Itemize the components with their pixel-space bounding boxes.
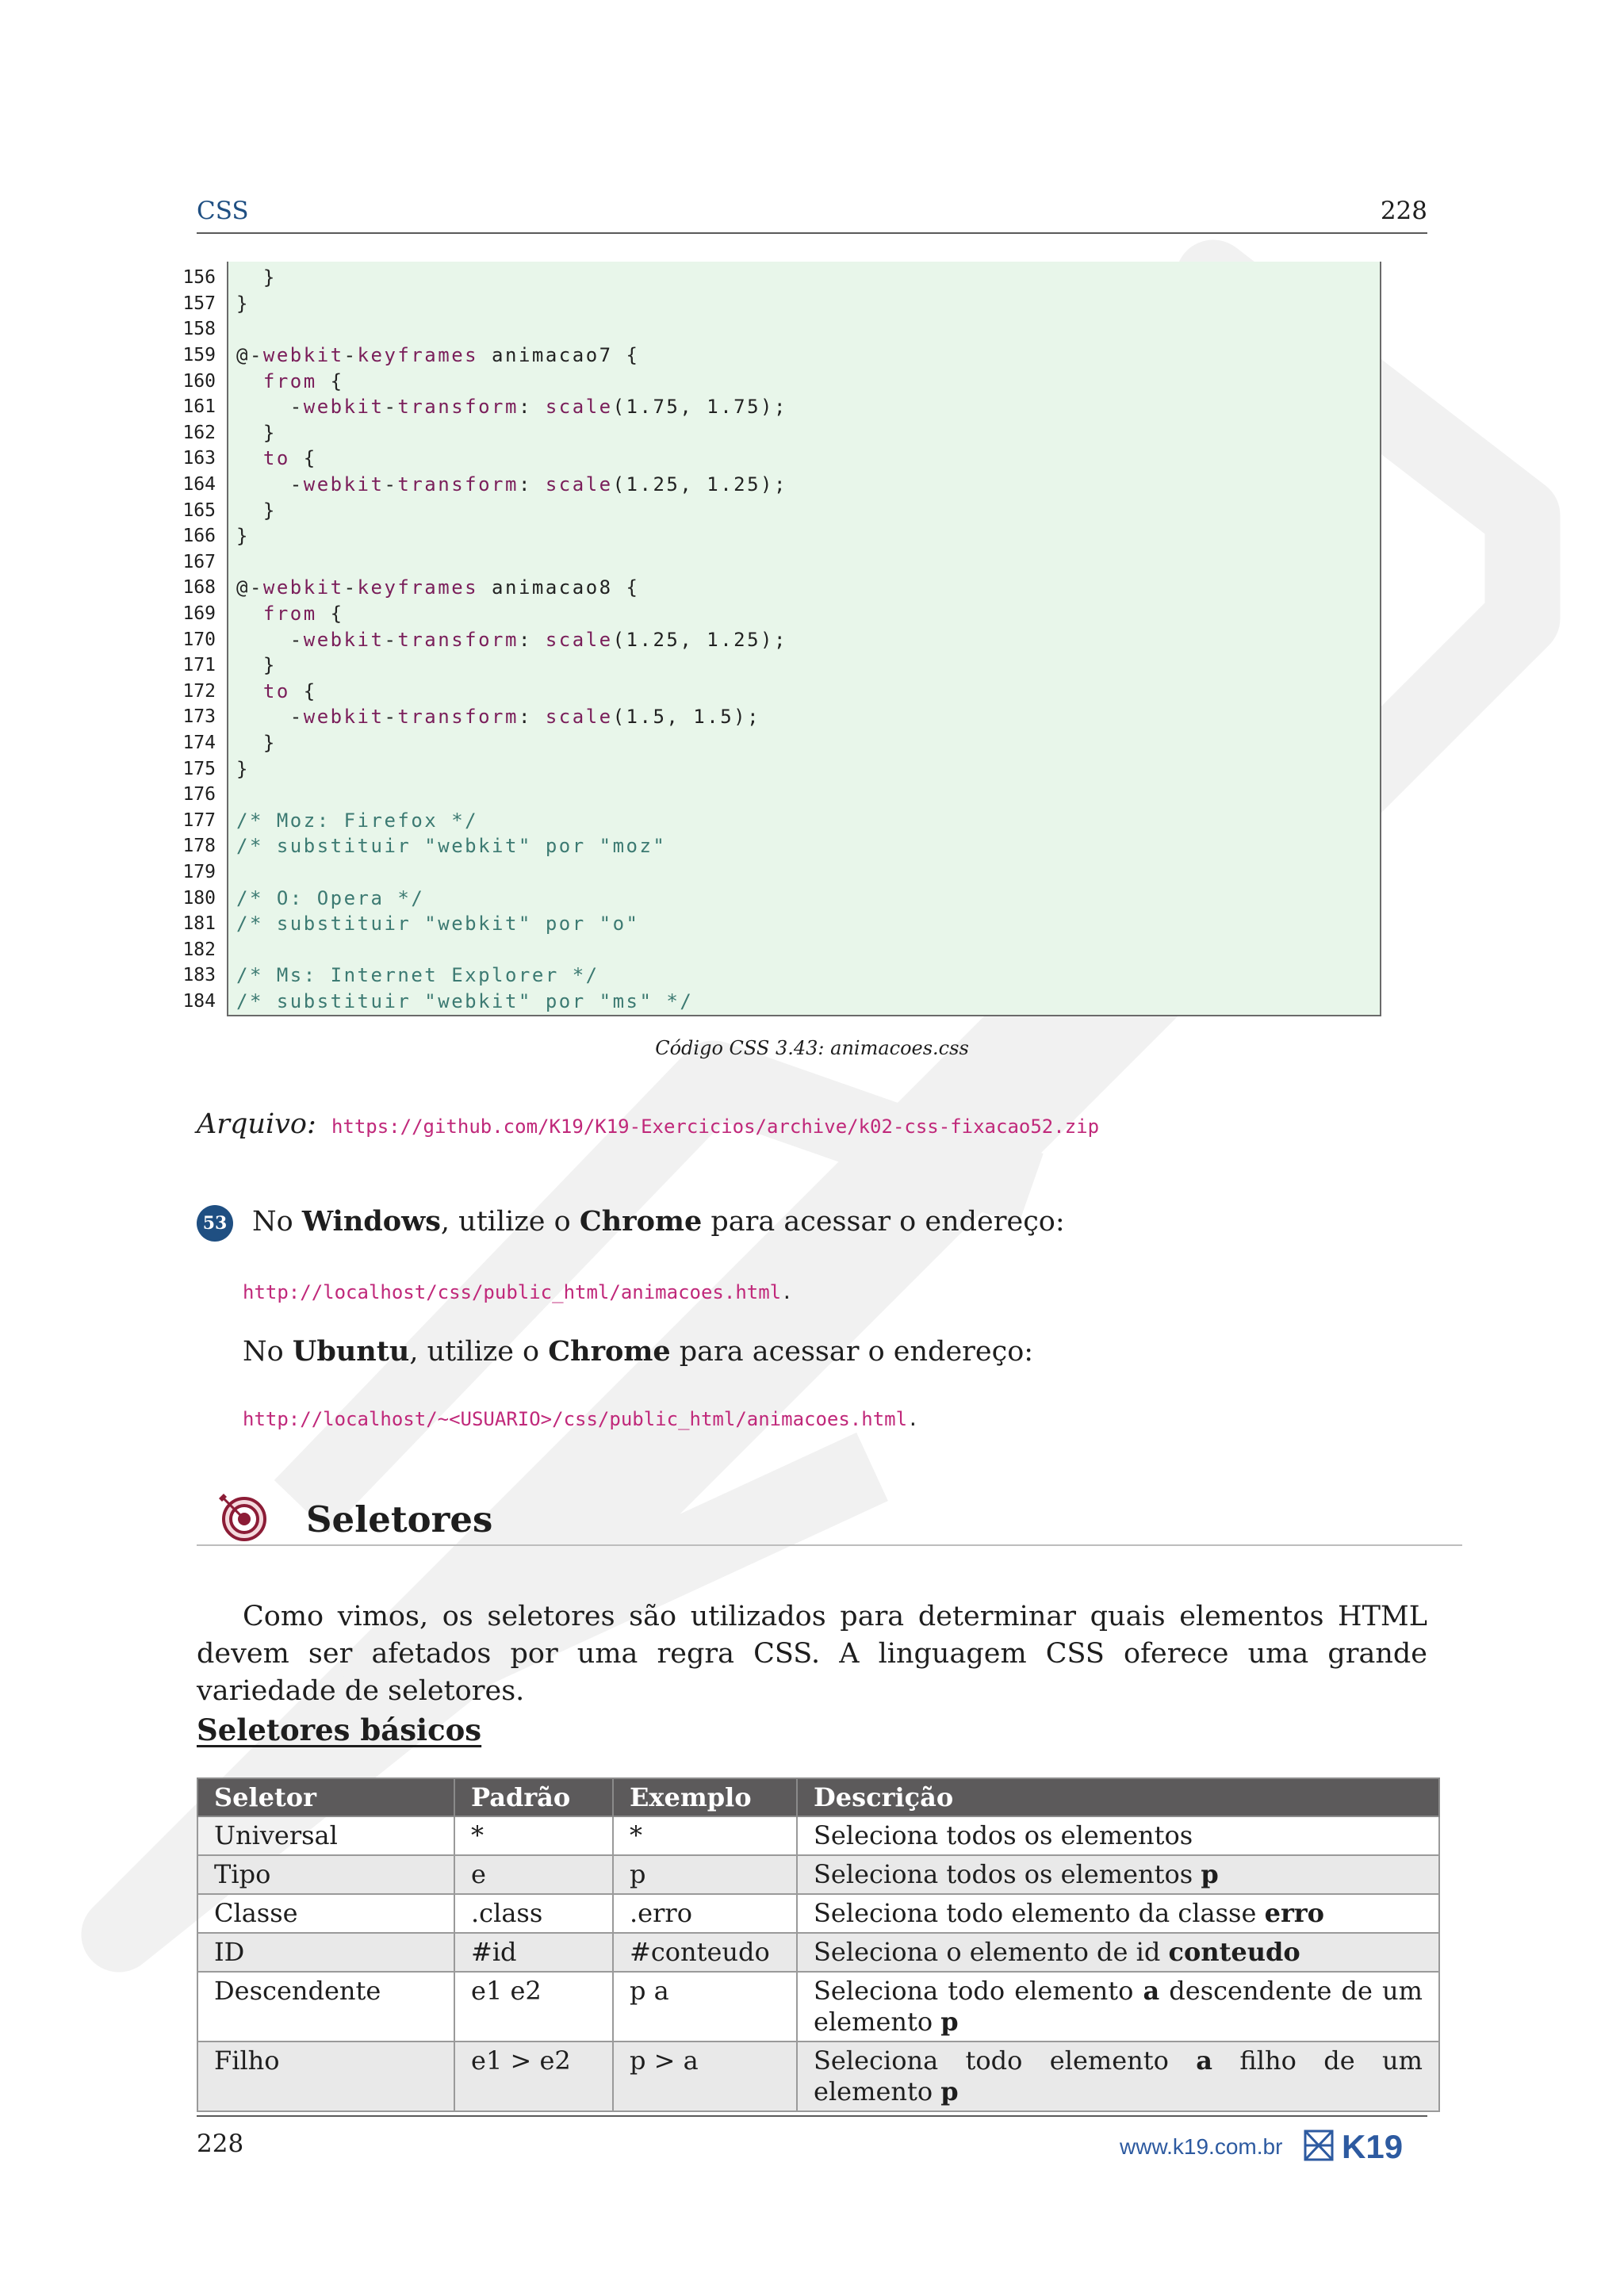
code-text: [236, 344, 640, 366]
line-number: 161: [182, 396, 216, 418]
code-token: -: [384, 396, 398, 419]
table-cell: Filho: [197, 2042, 454, 2111]
code-token: animacao8 {: [478, 576, 640, 599]
running-header-chapter: CSS: [197, 197, 249, 225]
section-title: Seletores: [306, 1498, 493, 1540]
code-line: [178, 446, 1380, 472]
running-header-page: 228: [1380, 197, 1427, 225]
target-icon: [213, 1487, 270, 1544]
code-text: [236, 835, 666, 857]
table-cell: e1 e2: [454, 1972, 613, 2042]
section-rule: [197, 1544, 1462, 1546]
code-token: -: [384, 706, 398, 729]
file-label: Arquivo:: [197, 1108, 316, 1140]
code-text: [236, 758, 250, 780]
code-token: from: [262, 603, 317, 626]
code-token: to: [262, 447, 290, 470]
code-token: /* substituir "webkit" por "ms" */: [236, 989, 694, 1012]
code-token: {: [289, 679, 317, 702]
table-cell: *: [613, 1816, 797, 1855]
code-token: [236, 680, 263, 702]
section-paragraph: [197, 1598, 1427, 1710]
code-line: [178, 549, 1380, 576]
code-token: /* Moz: Firefox */: [236, 809, 479, 832]
text-segment: , utilize o: [440, 1206, 580, 1238]
code-token: webkit: [303, 473, 385, 496]
line-number: 175: [182, 758, 216, 779]
footer-page-number: 228: [197, 2130, 244, 2158]
code-line: [178, 652, 1380, 679]
code-text: [236, 447, 317, 469]
line-number: 160: [182, 370, 216, 392]
line-number: 168: [182, 577, 216, 599]
table-row: [197, 1855, 1439, 1894]
line-number: 176: [182, 784, 216, 806]
code-text: [236, 293, 250, 315]
code-token: webkit: [303, 628, 385, 651]
line-number: 173: [182, 706, 216, 728]
exercise-url-windows[interactable]: [243, 1281, 793, 1303]
code-line: [178, 472, 1380, 498]
line-number: 181: [182, 913, 216, 935]
line-number: 174: [182, 732, 216, 753]
code-token: scale: [545, 396, 613, 419]
table-cell: p a: [613, 1972, 797, 2042]
line-number: 170: [182, 629, 216, 650]
text-segment: Seleciona todo elemento da classe: [814, 1898, 1265, 1928]
code-token: }: [236, 654, 277, 677]
code-text: [236, 576, 640, 599]
code-token: transform: [397, 473, 519, 496]
code-token: }: [236, 266, 277, 289]
code-token: /* O: Opera */: [236, 886, 425, 909]
text-segment: para acessar o endereço:: [670, 1336, 1034, 1368]
text-segment: Seleciona todo elemento: [814, 2045, 1197, 2076]
table-cell: e: [454, 1855, 613, 1894]
code-line: [178, 497, 1380, 523]
code-text: [236, 499, 277, 522]
code-line: [178, 575, 1380, 601]
code-text: [236, 370, 344, 392]
bold-text: p: [940, 2007, 959, 2037]
table-cell-description: [797, 1894, 1439, 1933]
footer-rule: [197, 2115, 1427, 2117]
header-exemplo: Exemplo: [613, 1778, 797, 1816]
code-token: (1.5, 1.5);: [612, 706, 761, 729]
code-line: [178, 833, 1380, 859]
code-token: keyframes: [357, 344, 479, 367]
code-token: animacao7 {: [478, 344, 640, 367]
code-line: [178, 601, 1380, 627]
text-segment: para acessar o endereço:: [702, 1206, 1065, 1238]
code-line: [178, 291, 1380, 317]
code-line: [178, 420, 1380, 446]
code-text: [236, 732, 277, 754]
bold-text: Ubuntu: [292, 1335, 410, 1368]
table-body: [197, 1816, 1439, 2111]
code-line: [178, 911, 1380, 937]
text-segment: Seleciona todo elemento: [814, 1976, 1143, 2006]
url-windows-text[interactable]: http://localhost/css/public_html/animacoes.html: [243, 1281, 782, 1303]
text-segment: No: [243, 1336, 293, 1368]
bold-text: conteudo: [1168, 1937, 1300, 1967]
line-number: 157: [182, 293, 216, 314]
line-number: 169: [182, 603, 216, 625]
code-token: :: [518, 396, 546, 419]
table-row: [197, 1972, 1439, 2042]
bold-text: a: [1196, 2045, 1213, 2076]
exercise-url-ubuntu[interactable]: [243, 1408, 919, 1430]
code-token: /* Ms: Internet Explorer */: [236, 964, 599, 987]
code-text: [236, 396, 787, 418]
code-text: [236, 706, 760, 728]
code-line: [178, 626, 1380, 652]
bold-text: Windows: [301, 1205, 441, 1238]
code-line: [178, 316, 1380, 342]
code-line: [178, 394, 1380, 420]
code-token: to: [262, 679, 290, 702]
code-line: [178, 368, 1380, 394]
code-caption: Código CSS 3.43: animacoes.css: [655, 1037, 969, 1059]
line-number: 159: [182, 345, 216, 366]
code-token: }: [236, 525, 250, 548]
code-token: -: [384, 473, 398, 496]
table-cell-description: [797, 1933, 1439, 1972]
table-cell: Classe: [197, 1894, 454, 1933]
table-cell: *: [454, 1816, 613, 1855]
code-token: {: [316, 603, 344, 626]
url-ubuntu-text[interactable]: http://localhost/~<USUARIO>/css/public_html/animacoes.html: [243, 1408, 908, 1430]
code-token: :: [518, 628, 546, 651]
code-text: [236, 629, 787, 651]
code-listing: [178, 262, 1380, 1016]
text-segment: descendente de um elemento: [814, 1976, 1423, 2037]
code-token: transform: [397, 628, 519, 651]
code-text: [236, 990, 693, 1012]
line-number: 182: [182, 939, 216, 960]
code-token: :: [518, 473, 546, 496]
code-token: scale: [545, 473, 613, 496]
code-token: scale: [545, 706, 613, 729]
file-download-link[interactable]: https://github.com/K19/K19-Exercicios/archive/k02-css-fixacao52.zip: [331, 1115, 1100, 1138]
code-token: (1.25, 1.25);: [612, 628, 787, 651]
code-text: [236, 525, 250, 547]
code-token: -: [236, 628, 304, 651]
code-text: [236, 473, 787, 496]
code-token: -: [236, 396, 304, 419]
code-line: [178, 807, 1380, 833]
line-number: 178: [182, 836, 216, 857]
table-cell-description: [797, 1972, 1439, 2042]
code-token: -: [236, 706, 304, 729]
exercise-instruction-windows: [252, 1205, 1065, 1238]
text-segment: , utilize o: [409, 1336, 549, 1368]
line-number: 172: [182, 680, 216, 702]
code-text: [236, 422, 277, 444]
line-number: 166: [182, 526, 216, 547]
code-token: @-: [236, 344, 263, 367]
bold-text: erro: [1264, 1898, 1324, 1928]
code-token: {: [316, 369, 344, 392]
line-number: 180: [182, 887, 216, 909]
code-token: (1.75, 1.75);: [612, 396, 787, 419]
code-line: [178, 265, 1380, 291]
table-cell-description: [797, 1816, 1439, 1855]
code-line: [178, 342, 1380, 369]
header-rule: [197, 232, 1427, 234]
code-token: {: [289, 447, 317, 470]
table-cell: .erro: [613, 1894, 797, 1933]
exercise-instruction-ubuntu: [243, 1335, 1033, 1368]
code-line: [178, 859, 1380, 886]
code-token: webkit: [262, 344, 344, 367]
line-number: 162: [182, 422, 216, 443]
line-number: 165: [182, 499, 216, 521]
line-number: 183: [182, 965, 216, 986]
footer-site-link[interactable]: www.k19.com.br: [1120, 2134, 1283, 2159]
text-segment: Seleciona o elemento de id: [814, 1937, 1169, 1967]
bold-text: Chrome: [579, 1205, 703, 1238]
table-cell-description: [797, 1855, 1439, 1894]
selectors-table: [197, 1777, 1440, 2112]
text-segment: filho de um elemento: [814, 2045, 1423, 2107]
code-token: scale: [545, 628, 613, 651]
code-token: }: [236, 731, 277, 754]
code-token: webkit: [303, 706, 385, 729]
k19-logo: [1304, 2128, 1431, 2163]
header-descricao: Descrição: [797, 1778, 1439, 1816]
code-token: }: [236, 292, 250, 315]
code-token: keyframes: [357, 576, 479, 599]
bold-text: Chrome: [548, 1335, 671, 1368]
table-cell: ID: [197, 1933, 454, 1972]
header-padrao: Padrão: [454, 1778, 613, 1816]
code-text: [236, 603, 344, 625]
table-cell: Universal: [197, 1816, 454, 1855]
subsection-title: Seletores básicos: [197, 1712, 482, 1747]
code-lines: [178, 265, 1380, 1014]
text-segment: Seleciona todos os elementos: [814, 1859, 1201, 1889]
code-line: [178, 679, 1380, 705]
table-cell-description: [797, 2042, 1439, 2111]
table-row: [197, 1816, 1439, 1855]
bold-text: p: [1201, 1859, 1219, 1889]
table-row: [197, 1894, 1439, 1933]
text-segment: Seleciona todos os elementos: [814, 1820, 1193, 1850]
code-line: [178, 523, 1380, 549]
line-number: 184: [182, 990, 216, 1012]
url-period: .: [907, 1408, 919, 1430]
line-number: 167: [182, 551, 216, 572]
code-line: [178, 704, 1380, 730]
code-line: [178, 782, 1380, 808]
bold-text: p: [940, 2076, 959, 2107]
code-token: from: [262, 369, 317, 392]
code-token: transform: [397, 396, 519, 419]
code-token: webkit: [303, 396, 385, 419]
code-token: [236, 447, 263, 469]
line-number: 156: [182, 267, 216, 289]
table-cell: e1 > e2: [454, 2042, 613, 2111]
table-cell: Tipo: [197, 1855, 454, 1894]
url-period: .: [781, 1281, 793, 1303]
line-number: 171: [182, 655, 216, 676]
code-text: [236, 964, 599, 986]
text-segment: No: [252, 1206, 302, 1238]
code-token: /* substituir "webkit" por "moz": [236, 835, 667, 858]
bold-text: a: [1143, 1976, 1160, 2006]
code-line: [178, 962, 1380, 989]
table-cell: Descendente: [197, 1972, 454, 2042]
code-token: :: [518, 706, 546, 729]
code-token: [236, 370, 263, 392]
code-line: [178, 730, 1380, 756]
line-number: 179: [182, 861, 216, 882]
code-line: [178, 756, 1380, 782]
code-line: [178, 885, 1380, 911]
line-number: 163: [182, 448, 216, 469]
code-text: [236, 887, 424, 909]
line-number: 158: [182, 319, 216, 340]
exercise-number-badge: 53: [197, 1205, 233, 1242]
header-seletor: Seletor: [197, 1778, 454, 1816]
table-row: [197, 1933, 1439, 1972]
code-token: transform: [397, 706, 519, 729]
line-number: 177: [182, 809, 216, 831]
table-row: [197, 2042, 1439, 2111]
code-token: webkit: [262, 576, 344, 599]
code-token: -: [343, 344, 358, 367]
table-header-row: [197, 1778, 1439, 1816]
table-cell: #id: [454, 1933, 613, 1972]
code-token: -: [343, 576, 358, 599]
logo-text: K19: [1342, 2128, 1404, 2163]
file-row: [197, 1108, 1099, 1140]
code-token: }: [236, 757, 250, 780]
line-number: 164: [182, 474, 216, 496]
code-text: [236, 680, 317, 702]
code-token: }: [236, 499, 277, 522]
code-token: -: [236, 473, 304, 496]
code-token: -: [384, 628, 398, 651]
code-token: [236, 603, 263, 625]
code-line: [178, 936, 1380, 962]
table-cell: p: [613, 1855, 797, 1894]
code-text: [236, 266, 277, 289]
table-cell: .class: [454, 1894, 613, 1933]
table-cell: p > a: [613, 2042, 797, 2111]
table-cell: #conteudo: [613, 1933, 797, 1972]
code-token: (1.25, 1.25);: [612, 473, 787, 496]
code-token: /* substituir "webkit" por "o": [236, 913, 640, 936]
code-token: @-: [236, 576, 263, 599]
code-line: [178, 989, 1380, 1015]
code-text: [236, 809, 478, 832]
code-text: [236, 654, 277, 676]
paragraph-text: Como vimos, os seletores são utilizados para determinar quais elementos HTML devem ser afetados por uma regra CSS. A linguagem CSS oferece uma grande variedade de seletores.: [197, 1601, 1427, 1707]
code-token: }: [236, 421, 277, 444]
code-text: [236, 913, 639, 935]
